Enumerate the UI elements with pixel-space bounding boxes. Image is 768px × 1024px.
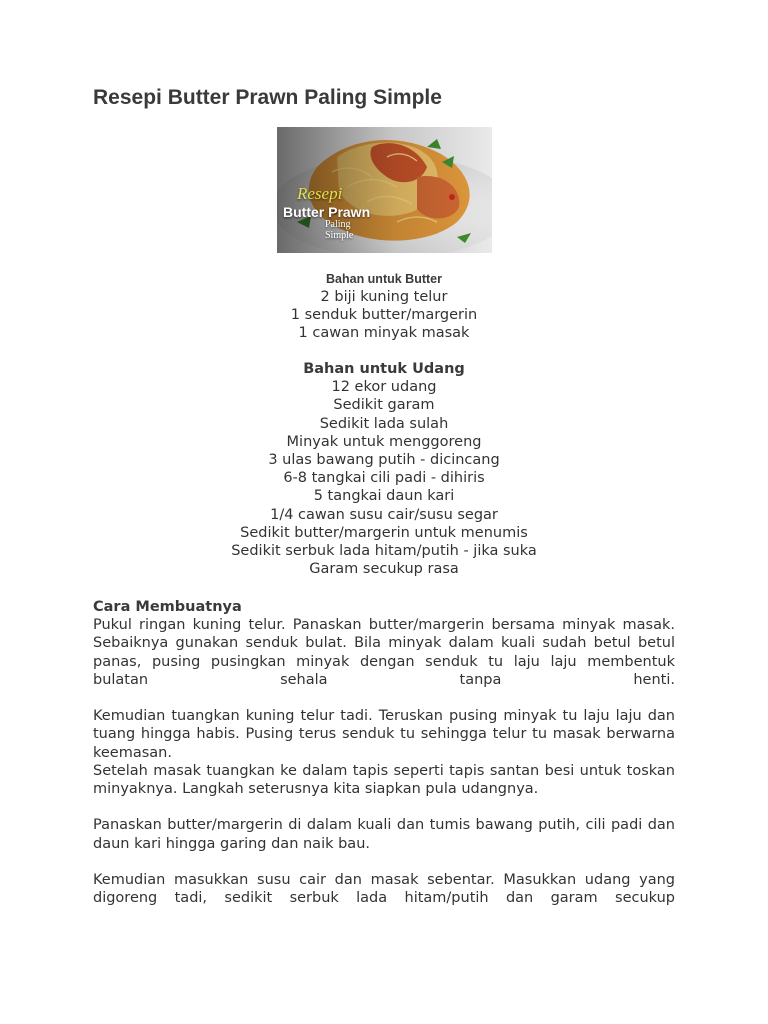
ingredient-item: 1 senduk butter/margerin (290, 307, 478, 324)
udang-heading: Bahan untuk Udang (303, 361, 465, 377)
photo-caption (283, 185, 370, 241)
caption-simple: Simple (325, 230, 354, 241)
ingredient-item: Minyak untuk menggoreng (286, 433, 482, 450)
ingredient-item: 2 biji kuning telur (320, 289, 448, 305)
method-section (93, 598, 675, 907)
ingredient-item: 6-8 tangkai cili padi - dihiris (283, 470, 485, 487)
butter-heading: Bahan untuk Butter (326, 272, 442, 286)
butter-prawn-photo (277, 127, 492, 253)
method-paragraph-3: Setelah masak tuangkan ke dalam tapis seperti tapis santan besi untuk toskan minyaknya. Langkah seterusnya kita siapkan pula udangnya. (93, 762, 675, 798)
ingredient-item: 5 tangkai daun kari (313, 488, 455, 505)
butter-ingredients (93, 270, 675, 343)
method-paragraph-5: Kemudian masukkan susu cair dan masak sebentar. Masukkan udang yang digoreng tadi, sedikit serbuk lada hitam/putih dan garam secukup (93, 872, 675, 907)
method-paragraph-2: Kemudian tuangkan kuning telur tadi. Teruskan pusing minyak tu laju laju dan tuang hingga habis. Pusing terus senduk tu sehingga telur tu masak berwarna keemasan. (93, 708, 675, 761)
method-paragraph-1: Pukul ringan kuning telur. Panaskan butter/margerin bersama minyak masak. Sebaiknya gunakan senduk bulat. Bila minyak dalam kuali sudah betul betul panas, pusing pusingkan minyak dengan senduk tu laju laju membentuk bulatan sehala tanpa henti. (93, 617, 675, 688)
ingredient-item: Garam secukup rasa (309, 561, 459, 578)
ingredient-item: 1/4 cawan susu cair/susu segar (270, 506, 498, 523)
caption-paling: Paling (325, 219, 351, 230)
page-title: Resepi Butter Prawn Paling Simple (93, 86, 442, 109)
udang-ingredients (93, 360, 675, 578)
ingredient-item: Sedikit serbuk lada hitam/putih - jika suka (231, 543, 537, 560)
ingredient-item: 3 ulas bawang putih - dicincang (268, 452, 500, 469)
ingredient-item: Sedikit garam (333, 397, 435, 414)
caption-resepi: Resepi (297, 184, 343, 203)
ingredient-item: 12 ekor udang (331, 379, 437, 396)
method-heading: Cara Membuatnya (93, 599, 242, 615)
ingredient-item: Sedikit butter/margerin untuk menumis (240, 524, 528, 541)
method-paragraph-4: Panaskan butter/margerin di dalam kuali dan tumis bawang putih, cili padi dan daun kari hingga garing dan naik bau. (93, 817, 675, 852)
ingredient-item: 1 cawan minyak masak (298, 325, 470, 342)
caption-butter-prawn: Butter Prawn (283, 204, 371, 220)
ingredient-item: Sedikit lada sulah (319, 415, 449, 432)
